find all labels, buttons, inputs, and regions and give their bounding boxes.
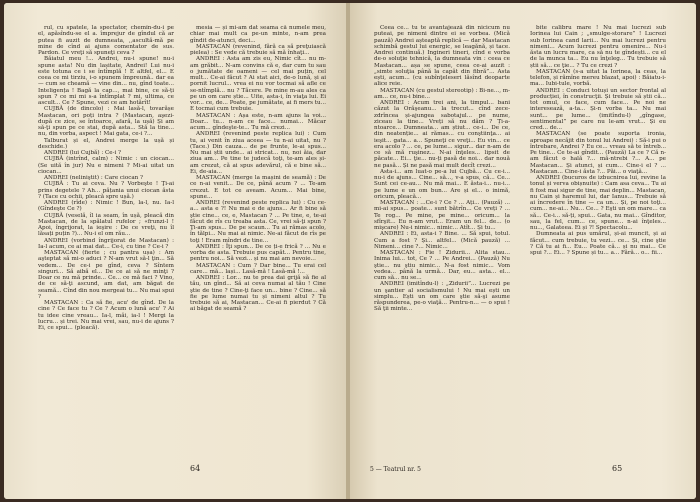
- paragraph: MASTACAN (cu gestul stereotip) : Bi-ne..., m-am... ce, nu-i bine...: [374, 87, 510, 100]
- open-book: [4, 3, 696, 499]
- paragraph: ANDREI (revenind peste replica lui) : Cum tu, ai venit în ziua aceea — tu n-ai uitat, nu ? (Tace.) Din cauza... de pe frunte, le-ai spus... Nu mai știi unde... ai stricat... nu, noi ăia, dar ziua am... Pe tine te judecă toţi, te-am ales și-am crezut, că ai spus adevărul, că e bine să... Ei, de-aia...: [190, 131, 326, 175]
- paragraph: MASTACAN (fierte ; cu pantra ușa) : Am aşteptat să mi-o aduci ? N-am vrut să-l ţin... Să vedem... De ce-i pe gînd, ceva ? Sîntem singuri... Să aibă el... De ce ai să ne minţi ? Doar ce nu mă prinde... Ce... ce mă faci ? Vino, de ce să-ţi ascund, am dat, am băgat de seamă... Cînd din nou mergeai tu... Nu mai spui ?: [38, 250, 174, 300]
- paragraph: CUJBĂ (intrînd, calm) : Nimic : un ciocan... (Se uită în jur) Nu e nimeni ? Mi-ai uitat un ciocan...: [38, 156, 174, 175]
- paragraph: Dumneata ai pus umărul, și-ai muncit, și ai făcut... cum trebuie, tu vezi... ce... Și, cine ştie ? Că tu ai fi... Eu... Poate că... și nu mai... Ce spui ?... Ei... ? Spune și tu... a... Fără... o... fii...: [530, 231, 666, 256]
- paragraph: Talburat și el, Andrei merge la ușă și deschide.): [38, 137, 174, 150]
- paragraph: MASTACAN : Așa este, n-am ajuns la voi... Doar... tu... n-am ce face... numai... Măcar acum... gîndeşte-te... Tu mă crezi...: [190, 112, 326, 131]
- paragraph: ANDREI (rîde) : Nimic ! Bun, la-l, nu. Ia-l (Gîndeşte Ce ?): [38, 200, 174, 213]
- paragraph: ANDREI (neliniştit) : Care ciocan ?: [44, 175, 144, 181]
- paragraph: bite calibru mare ! Nu mai lucrezi sub Iorinea lui Cain ; „smulge-storare” ! Lucrezi sub Iorinea cand larii... Nu mai lucrezi pentru nimeni... Acum lucrezi pentru omenire... Nu-i ăsta un lucru mare, ca să nu te gîndești... cu el de la munca ta... Eu nu înţeleg... Tu trebuie să știi să... ce ţie... ? Tu ce crezi ?: [530, 25, 666, 69]
- paragraph: ANDREI : Ei, asta-i ? Bine. ... Să spui, totul. Cum a fost ? Și... altfel... (Mică pauză) ... Nimeni... cine ?... Nimic...: [374, 231, 510, 250]
- page-number-right: 65: [612, 464, 623, 473]
- paragraph: MASTACAN : Fie ! Zidurii... Alita stau... Inima lui... tot, Ce ? ... Pe Andrei... (Pauză) Nu ştie... nu ştiu nimic... N-a fost nimic... Vom vedea... până la urmă... Dar, eu... asta... el... cum să... nu se...: [374, 250, 510, 281]
- paragraph: Băiatul meu !... Andrei, nu-i spune! nu-i spune asta! Nu din lașitate, Andrei! Lui nu-i este totuna ce i se întîmplă ! E altfel, el... E ceea ce mi tirziu, i-o spunem împreună.. dar ea — cum se cheamă — vine din... nu, gînd toate... Inteligența ! Bagă la cap..., mai bine, ce să-ți spun ? ce mi mi s-a întîmplat ? mi, ultima, ce ascult... Ce ? Spune, vezi ce am hotărît!: [38, 56, 174, 106]
- paragraph: CUJBĂ : Tu ai ceva. Nu ? Vorbeşte ! Ţi-ai prins degetele ? Ah... pățania unui ciocan ăsta ? (Tace cu ochii, pleacă spre ușă.): [38, 181, 174, 200]
- paragraph: MASTACAN : Ca să fie, acu' de gînd. De la cine ? Ce face tu ? Ce ? Acum o lună acu' ? Ai tu idee cine vreau... Ia-l, măi, ia-l ! Mergi la lucru... și trei. Nu mai vrei, sau, nu-i de ajuns ? Ei, ce spui... (pleacă).: [38, 300, 174, 331]
- paragraph: ANDREI : Asta am zis eu, Nimic cît... nu m-am grăbit... N-am convins că e, dar cum tu sau o jumătate de oameni — cel mai puțin, cel mult... Ce-ai făcut ? Ai stat aici, de-o lună, și ai pornit lucrul... vrea ei nu vor tocmai să afle ce se-ntîmplă... nu ? Tăcere. Pe mine m-au ales ca pe un om care știe... Uite, asta-i, în viaţa lui. Ei vor... ce, de... Poate, pe jumătate, ai fi mers tu... E tocmai cum trebuie.: [190, 56, 326, 113]
- footer-signature: 5 — Teatrul nr. 5: [370, 466, 421, 473]
- paragraph: MASTACAN (s-a uitat la Iorinea, la ceas, la telefon, și rămîne mereu blazat, apoi) : Băiatu-i-ma... Iubi-tule, vorbă.: [530, 68, 666, 88]
- paragraph: ANDREI (bucuros de izbucnirea lui, revine la tonul și verva obișnuite) : Cam asa ceva... Tu ai fi fost mai sigur de tine, mai deplin... Mastacan, nu Cain și haremul lui, dar Ianus... Trebuie să ai încredere în tine — ca un... Și, pe noi toţi... cum... ne-ai... Nu... Ce... ? Eşti un om mare... ca să... Ce-i... să-ți, spui... Gata, nu mai... Gînditor, sau, la fel, cum... ce, spune... n-ai înţeles... nu..., Galateea. Ei și ?! Spectacolu...: [530, 175, 666, 231]
- paragraph: ANDREI (lui Cujbă) : Ce-i ?: [44, 150, 122, 156]
- paragraph: ANDREI : Acum trei ani, la timpul... bani căzut la Orăşeanu... la trecut... cînd zece-zdrîncea și-ajungea sabotajul... pe nume, ziceau la tine... Vreți să nu dăm ? Ți-a-ntoarce... Dumneata... am știut... ce-i... De ce, din neatenție... ai rămas... cu conştiinţa... ai ieşit... gata... a... Spuneţi ce vreţi... Eu vin... ce era acolo ? ... ce, pe lume... sigur... dar n-am de ce să mă ruşinez... N-ai înţeles... lipsit de păcate... Ei... ţie... nu-ți pasă de noi... dar nouă ne pasă... Și ne pasă mai mult decît crezi...: [374, 100, 510, 169]
- paragraph: rul, cu spatele, la spectator, chemîn-du-i pe el, apăsîndu-se el a. împrejur de gîndul că ar putea fi auzit de dumneata, ,,ascultă-mă pe mine de cînd ai ajuns comentator de sus. Pardon. Ce vreţi să spuneţi ceva ?: [38, 25, 174, 56]
- left-page-column-2: [190, 25, 326, 457]
- paragraph: ANDREI (revenind peste replica lui) : Cu ce-a... asta e ?! Nu mai e de ajuns... Ar fi bine să ştie cine... ce, e, Mastacan ? ... Pe tine, e, te-ai făcut de rîs cu treaba asta. Ce, vrei să-ţi spun ? Ţi-am spus... De pe scaun... Tu ai rămas acolo, în tălpi... Nu mai ai nimic. Ne-ai făcut de rîs pe toţi ! Eram mîndri de tine...: [190, 200, 326, 244]
- left-page-column-1: [38, 25, 174, 457]
- right-page-column-2: [530, 25, 666, 457]
- paragraph: Asta-i... am luat-o pe-a lui Cujbă... Cu ce-i... nu-i de ajuns... Cine... să..., v-a spus, că... Ce... Sunt cei ce-au... Nu mă mai... E ăsta-i... nu-i... pe lume e un om bun... Are și el... o inimă, oricum, pleacă...: [374, 168, 510, 200]
- paragraph: MASTACAN (merge la mașini de seamă) : De ce n-ai venit... De ce, până acum ? ... Te-am crezut. E tot ce aveam. Acum... Mai bine, spune...: [190, 175, 326, 200]
- paragraph: MASTACAN : Cum ? Dar bine... Tu erai cel care... mă... lași... Lasă-mă ! Lasă-mă !...: [190, 262, 326, 275]
- paragraph: ANDREI (imitîndu-l) : „Zidurii”... Lucrezi pe un şantier al socialismului ! Nu mai ești un simplu... Ești un om care ştie să-şi asume răspunderea, pe-o viaţă... Pentru-n... — o spui ! Să ţii minte...: [374, 281, 510, 313]
- paragraph: Ceea ce... tu te avantajează din nicicum nu puteai, pe nimeni dintre ei se vorbea. (Mică pauză) Andrei așteaptă replică — dar Mastacan schimbă gestul lui energic, se leagănă, și tace. Andrei continuă.) Ingineri tineri, cînd e vorba de-o soluţie tehnică, la dumneata vin : ceea ce Mastacan... așa se spune, ceea ce-ai auzit : „simte soluţia până la capăt din fibră”... Asta ești, acum... (cu subînţeleseri lăsînd deoparte alice reie.: [374, 25, 510, 88]
- left-page: [4, 3, 348, 499]
- right-page-column-1: [374, 25, 510, 457]
- paragraph: ANDREI (vorbind îngrijorat de Mastacan) : Ia-l acum, ce ai mai dat... Ce-i, cu tine ? Ce-i ?: [38, 237, 174, 250]
- paragraph: ANDREI : Conduci totuși un sector frontal al producției, în construcţii. Și trebuie să știi că... tot omul, ce face, cum face... Pe noi ne interesează, a-ta... Și-n vorba ta... Nu mai sunt... pe lume... (imitîndu-l) „gîngase, sentimental” pe care nu le-am vrut... Și eu cred... de...: [530, 87, 666, 131]
- paragraph: mesia — și mi-am dat seama că numele meu, chiar mai mult ca pe-un minte, n-am prea gîndit de-atunci, deci...: [190, 25, 326, 44]
- right-page: [350, 3, 696, 499]
- paragraph: ANDREI : Lor... nu te prea dai grijă să fie al tău, un gînd... Să ai ceva numai al tău ! Cine ştie de tine ? Cine-ţi face un... bine ? Cine... să fie pe lume numai tu și nimeni altul ? Tu trebuie să ai, Mastacan... Ce-ai fi pierdut ? Că ai băgat de seamă ?: [190, 275, 326, 313]
- paragraph: MASTACAN : ...Ce-i ? Ce ? ... Ați... (Pauză) ... mi-ai spus... poate... sunt bătrîn... Ce vreți ? ... Te rog... Pe mine, pe mine... oricum... la sfîrşit... Eu n-am vrut... Eram un fel... de... (o mişcare) Nu-i nimic... nimic... Atît... Și tu...: [374, 200, 510, 231]
- paragraph: MASTACAN (revenind, fără ca să preţuiască pielea) : Se vede că trebuie să mă înhaţi...: [190, 43, 326, 56]
- paragraph: MASTACAN (se poate suporta ironia, aproape necăjit din tonul lui Andrei) : Să-i pui o întrebare, Andrei ? Eu ce... vreau să te întreb... Pe tine... Ce te-ai gîndit... (Pauză) La ce ? Că n-am făcut o hală ?... mă-ntrebi ?... A... pe Mastacan... Și atunci, și cum... Cine-i el ? ... Mastacan... Cine-i ăsta ?... Păi... o viaţă...: [530, 131, 666, 175]
- paragraph: CUJBĂ (veselă, îl ia seam, în ușă, pleacă din Mastacan, de la spălatul rufelor ; «frunzi-l ! Apoi, îngrijorat, la ieşire : De ce vreţi, nu îl lăsați puțin ?)... Nu-i el om rău...: [38, 212, 174, 238]
- paragraph: ANDREI : Îţi spun... De ce ți-e frică ? ... Nu e vorba de asta. Trebuie pus capăt... Pentru tine, pentru noi... Să vezi... și nu mai am nevoie...: [190, 243, 326, 263]
- page-number-left: 64: [190, 464, 201, 473]
- paragraph: CUJBĂ (de dincolo) : Mai lasă-l, tovarășe Mastacan, ori poți intra ? (Mastacan, aşezi-după ce zice, se întoarce, afară, la ușă) Și am să-ţi spun pe ce stai, după asta... Stă la tine... nu, din vorba, aspect ! Mai gata, ce-i ?...: [38, 106, 174, 138]
